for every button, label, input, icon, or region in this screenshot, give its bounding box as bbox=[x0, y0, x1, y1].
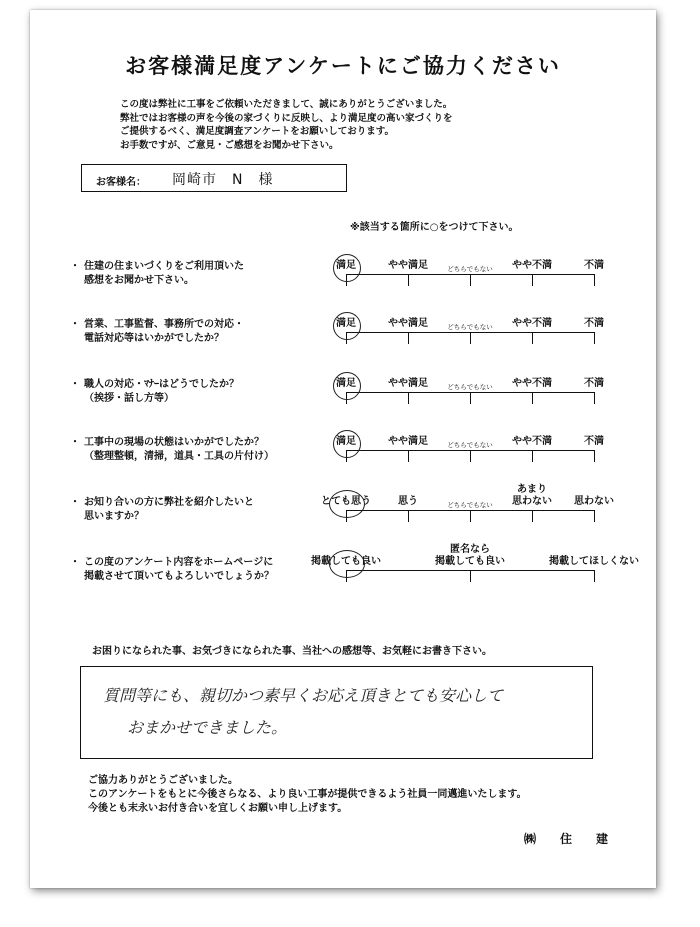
closing-line: ご協力ありがとうございました。 bbox=[88, 775, 238, 786]
rating-option[interactable] bbox=[512, 318, 552, 330]
rating-option[interactable] bbox=[388, 260, 428, 272]
survey-title: お客様満足度アンケートにご協力ください bbox=[125, 54, 561, 78]
question-line: （整理整頓，清掃，道具・工具の片付け） bbox=[84, 451, 274, 462]
rating-scale-tick bbox=[532, 450, 533, 462]
rating-scale-tick bbox=[408, 274, 409, 286]
rating-scale-line bbox=[346, 570, 594, 583]
closing-text bbox=[88, 774, 527, 816]
selected-answer-circle bbox=[333, 430, 361, 458]
question-line bbox=[70, 496, 254, 510]
rating-option-text: 不満 bbox=[584, 318, 604, 329]
rating-option-text: 不満 bbox=[584, 436, 604, 447]
rating-option[interactable] bbox=[447, 381, 492, 393]
rating-option[interactable] bbox=[388, 378, 428, 390]
company-name: ㈱ 住 建 bbox=[524, 832, 615, 846]
freeform-prompt: お困りになられた事、お気づきになられた事、当社への感想等、お気軽にお書き下さい。 bbox=[92, 646, 492, 657]
rating-scale-tick bbox=[532, 392, 533, 404]
rating-option-text: 思わない bbox=[574, 496, 614, 507]
intro-line: お手数ですが、ご意見・ご感想をお聞かせ下さい。 bbox=[120, 139, 339, 151]
rating-scale-tick bbox=[594, 510, 595, 522]
bullet: ・ bbox=[70, 497, 80, 508]
bullet: ・ bbox=[70, 557, 80, 568]
closing-line: 今後とも末永いお付き合いを宜しくお願い申し上げます。 bbox=[88, 803, 348, 814]
survey-sheet bbox=[30, 10, 656, 888]
rating-option-text: どちらでもない bbox=[447, 265, 493, 273]
rating-scale-line bbox=[346, 392, 594, 405]
rating-scale-tick bbox=[408, 450, 409, 462]
question-text bbox=[70, 378, 239, 406]
rating-option-text: やや満足 bbox=[388, 260, 428, 271]
rating-option[interactable] bbox=[584, 318, 604, 330]
question-line-text: お知り合いの方に弊社を紹介したいと bbox=[84, 497, 254, 508]
rating-option-text: どちらでもない bbox=[447, 441, 493, 449]
rating-option[interactable] bbox=[512, 484, 552, 508]
question-line-text: この度のアンケート内容をホームページに bbox=[84, 557, 274, 568]
rating-option[interactable] bbox=[447, 439, 492, 451]
selected-answer-circle bbox=[329, 550, 365, 578]
question-line: 電話対応等はいかがでしたか？ bbox=[84, 333, 224, 344]
intro-line: ご提供するべく、満足度調査アンケートをお願いしております。 bbox=[120, 126, 394, 137]
rating-scale-tick bbox=[408, 392, 409, 404]
rating-scale-line bbox=[346, 332, 594, 345]
question-line bbox=[70, 556, 274, 570]
rating-option-text: やや不満 bbox=[512, 378, 552, 389]
rating-option-text: とても思う bbox=[321, 496, 371, 507]
rating-option-text: 不満 bbox=[584, 260, 604, 271]
bullet: ・ bbox=[70, 379, 80, 390]
rating-option[interactable] bbox=[584, 436, 604, 448]
rating-option[interactable] bbox=[388, 318, 428, 330]
rating-scale-tick bbox=[532, 510, 533, 522]
question-line-text: 職人の対応・ﾏﾅｰはどうでしたか？ bbox=[84, 379, 239, 390]
question-text bbox=[70, 556, 274, 584]
rating-scale-tick bbox=[532, 332, 533, 344]
rating-scale-tick bbox=[470, 570, 471, 582]
rating-option[interactable] bbox=[512, 436, 552, 448]
closing-line: このアンケートをもとに今後さらなる、より良い工事が提供できるよう社員一同邁進いたします。 bbox=[88, 789, 527, 800]
selected-answer-circle bbox=[333, 312, 361, 340]
rating-option[interactable] bbox=[512, 260, 552, 272]
selected-answer-circle bbox=[329, 490, 365, 518]
rating-option[interactable] bbox=[435, 544, 505, 568]
instruction-note: ※該当する箇所に○をつけて下さい。 bbox=[350, 222, 519, 233]
rating-option-text: 掲載しても良い bbox=[311, 556, 381, 567]
rating-option-text: 思わない bbox=[512, 496, 552, 507]
rating-scale-tick bbox=[594, 332, 595, 344]
rating-option-text: 匿名なら bbox=[450, 544, 490, 555]
question-line: （挨拶・話し方等） bbox=[84, 393, 174, 404]
rating-scale-tick bbox=[532, 274, 533, 286]
rating-scale-line bbox=[346, 510, 594, 523]
rating-option[interactable] bbox=[549, 556, 639, 568]
rating-option-text: 思う bbox=[398, 496, 418, 507]
rating-option[interactable] bbox=[447, 499, 492, 511]
question-text bbox=[70, 318, 244, 346]
rating-scale-tick bbox=[594, 392, 595, 404]
rating-scale-line bbox=[346, 274, 594, 287]
question-text bbox=[70, 436, 274, 464]
intro-line: この度は弊社に工事をご依頼いただきまして、誠にありがとうございました。 bbox=[120, 99, 453, 110]
rating-option-text: 掲載しても良い bbox=[435, 556, 505, 567]
rating-option[interactable] bbox=[388, 436, 428, 448]
rating-scale-tick bbox=[594, 450, 595, 462]
intro-text bbox=[120, 98, 453, 152]
rating-option-text: やや満足 bbox=[388, 378, 428, 389]
question-line: 掲載させて頂いてもよろしいでしょうか？ bbox=[84, 571, 274, 582]
rating-scale-tick bbox=[408, 332, 409, 344]
rating-scale-tick bbox=[470, 332, 471, 344]
rating-option-text: 不満 bbox=[584, 378, 604, 389]
question-text bbox=[70, 496, 254, 524]
rating-scale-tick bbox=[470, 450, 471, 462]
rating-option-text: どちらでもない bbox=[447, 323, 493, 331]
handwritten-comment-line: おまかせできました。 bbox=[127, 718, 288, 737]
rating-scale-line bbox=[346, 450, 594, 463]
question-line-text: 営業、工事監督、事務所での対応・ bbox=[84, 319, 244, 330]
rating-option[interactable] bbox=[512, 378, 552, 390]
freeform-comment-box bbox=[80, 666, 593, 759]
rating-option[interactable] bbox=[584, 378, 604, 390]
rating-option-text: どちらでもない bbox=[447, 383, 493, 391]
customer-name-box bbox=[81, 164, 347, 192]
rating-option-text: 満足 bbox=[336, 436, 356, 447]
rating-scale-tick bbox=[594, 274, 595, 286]
rating-option-text: 満足 bbox=[336, 378, 356, 389]
selected-answer-circle bbox=[333, 372, 361, 400]
rating-option-text: やや不満 bbox=[512, 318, 552, 329]
intro-line: 弊社ではお客様の声を今後の家づくりに反映し、より満足度の高い家づくりを bbox=[120, 112, 453, 124]
rating-option[interactable] bbox=[447, 321, 492, 333]
rating-scale-tick bbox=[470, 392, 471, 404]
rating-option[interactable] bbox=[574, 496, 614, 508]
question-line bbox=[70, 260, 244, 274]
rating-scale-tick bbox=[470, 510, 471, 522]
rating-scale-tick bbox=[408, 510, 409, 522]
bullet: ・ bbox=[70, 437, 80, 448]
customer-name: 岡崎市 N 様 bbox=[172, 172, 274, 188]
rating-scale-tick bbox=[470, 274, 471, 286]
question-line bbox=[70, 318, 244, 332]
rating-option-text: 満足 bbox=[336, 260, 356, 271]
question-line: 思いますか？ bbox=[84, 511, 144, 522]
question-text bbox=[70, 260, 244, 288]
customer-label: お客様名： bbox=[96, 177, 146, 188]
rating-option-text: 掲載してほしくない bbox=[549, 556, 639, 567]
rating-option-text: どちらでもない bbox=[447, 501, 493, 509]
rating-option-text: あまり bbox=[517, 484, 547, 495]
selected-answer-circle bbox=[333, 254, 361, 282]
question-line-text: 工事中の現場の状態はいかがでしたか？ bbox=[84, 437, 264, 448]
rating-option[interactable] bbox=[398, 496, 418, 508]
question-line-text: 住建の住まいづくりをご利用頂いた bbox=[84, 261, 244, 272]
question-line: 感想をお聞かせ下さい。 bbox=[84, 275, 194, 286]
rating-option-text: やや満足 bbox=[388, 436, 428, 447]
rating-scale-tick bbox=[594, 570, 595, 582]
rating-option-text: やや不満 bbox=[512, 260, 552, 271]
rating-option-text: やや満足 bbox=[388, 318, 428, 329]
question-line bbox=[70, 436, 274, 450]
rating-option[interactable] bbox=[447, 263, 492, 275]
rating-option-text: やや不満 bbox=[512, 436, 552, 447]
rating-option-text: 満足 bbox=[336, 318, 356, 329]
question-line bbox=[70, 378, 239, 392]
bullet: ・ bbox=[70, 261, 80, 272]
rating-option[interactable] bbox=[584, 260, 604, 272]
handwritten-comment-line: 質問等にも、親切かつ素早くお応え頂きとても安心して bbox=[103, 686, 504, 705]
bullet: ・ bbox=[70, 319, 80, 330]
